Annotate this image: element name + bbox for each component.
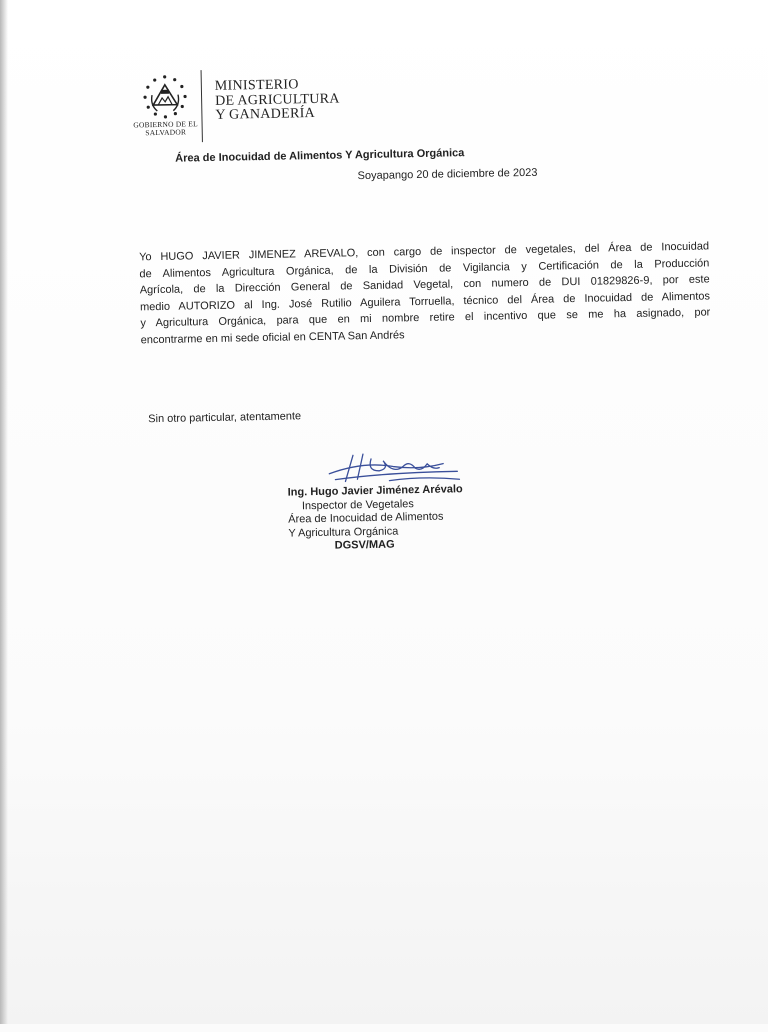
body-line: medio AUTORIZO al Ing. José Rutilio Aguilera Torruella, técnico del Área de Inocuidad de Alimentos	[139, 289, 711, 313]
ministry-line: Y GANADERÍA	[215, 105, 316, 123]
area-title: Área de Inocuidad de Alimentos Y Agricultura Orgánica	[175, 147, 465, 165]
ministry-name	[215, 78, 340, 124]
closing-phrase: Sin otro particular, atentamente	[148, 410, 302, 426]
header-divider	[201, 70, 203, 142]
body-line: de Alimentos Agricultura Orgánica, de la División de Vigilancia y Certificación de la Producción	[139, 256, 710, 280]
ministry-line: DE AGRICULTURA	[214, 91, 340, 109]
body-line: Agrícola, de la Dirección General de Sanidad Vegetal, con numero de DUI 01829826-9, por este	[139, 273, 710, 297]
signer-area-line-1: Área de Inocuidad de Alimentos	[288, 510, 444, 526]
signer-name: Ing. Hugo Javier Jiménez Arévalo	[287, 483, 463, 499]
place-date: Soyapango 20 de diciembre de 2023	[357, 166, 538, 183]
handwritten-signature	[323, 449, 464, 488]
body-line: y Agricultura Orgánica, para que en mi nombre retire el incentivo que se me ha asignado, por	[140, 306, 711, 330]
signer-area-line-2: Y Agricultura Orgánica	[288, 525, 399, 540]
letter-body	[139, 238, 711, 348]
body-line: encontrarme en mi sede oficial en CENTA San Andrés	[140, 328, 405, 346]
ministry-line: MINISTERIO	[214, 77, 299, 94]
body-line: Yo HUGO JAVIER JIMENEZ AREVALO, con cargo de inspector de vegetales, del Área de Inocuidad	[139, 240, 710, 264]
signer-position: Inspector de Vegetales	[301, 497, 414, 512]
government-label: GOBIERNO DE EL SALVADOR	[133, 119, 198, 138]
signature-block	[288, 482, 509, 554]
signer-unit: DGSV/MAG	[334, 538, 395, 553]
